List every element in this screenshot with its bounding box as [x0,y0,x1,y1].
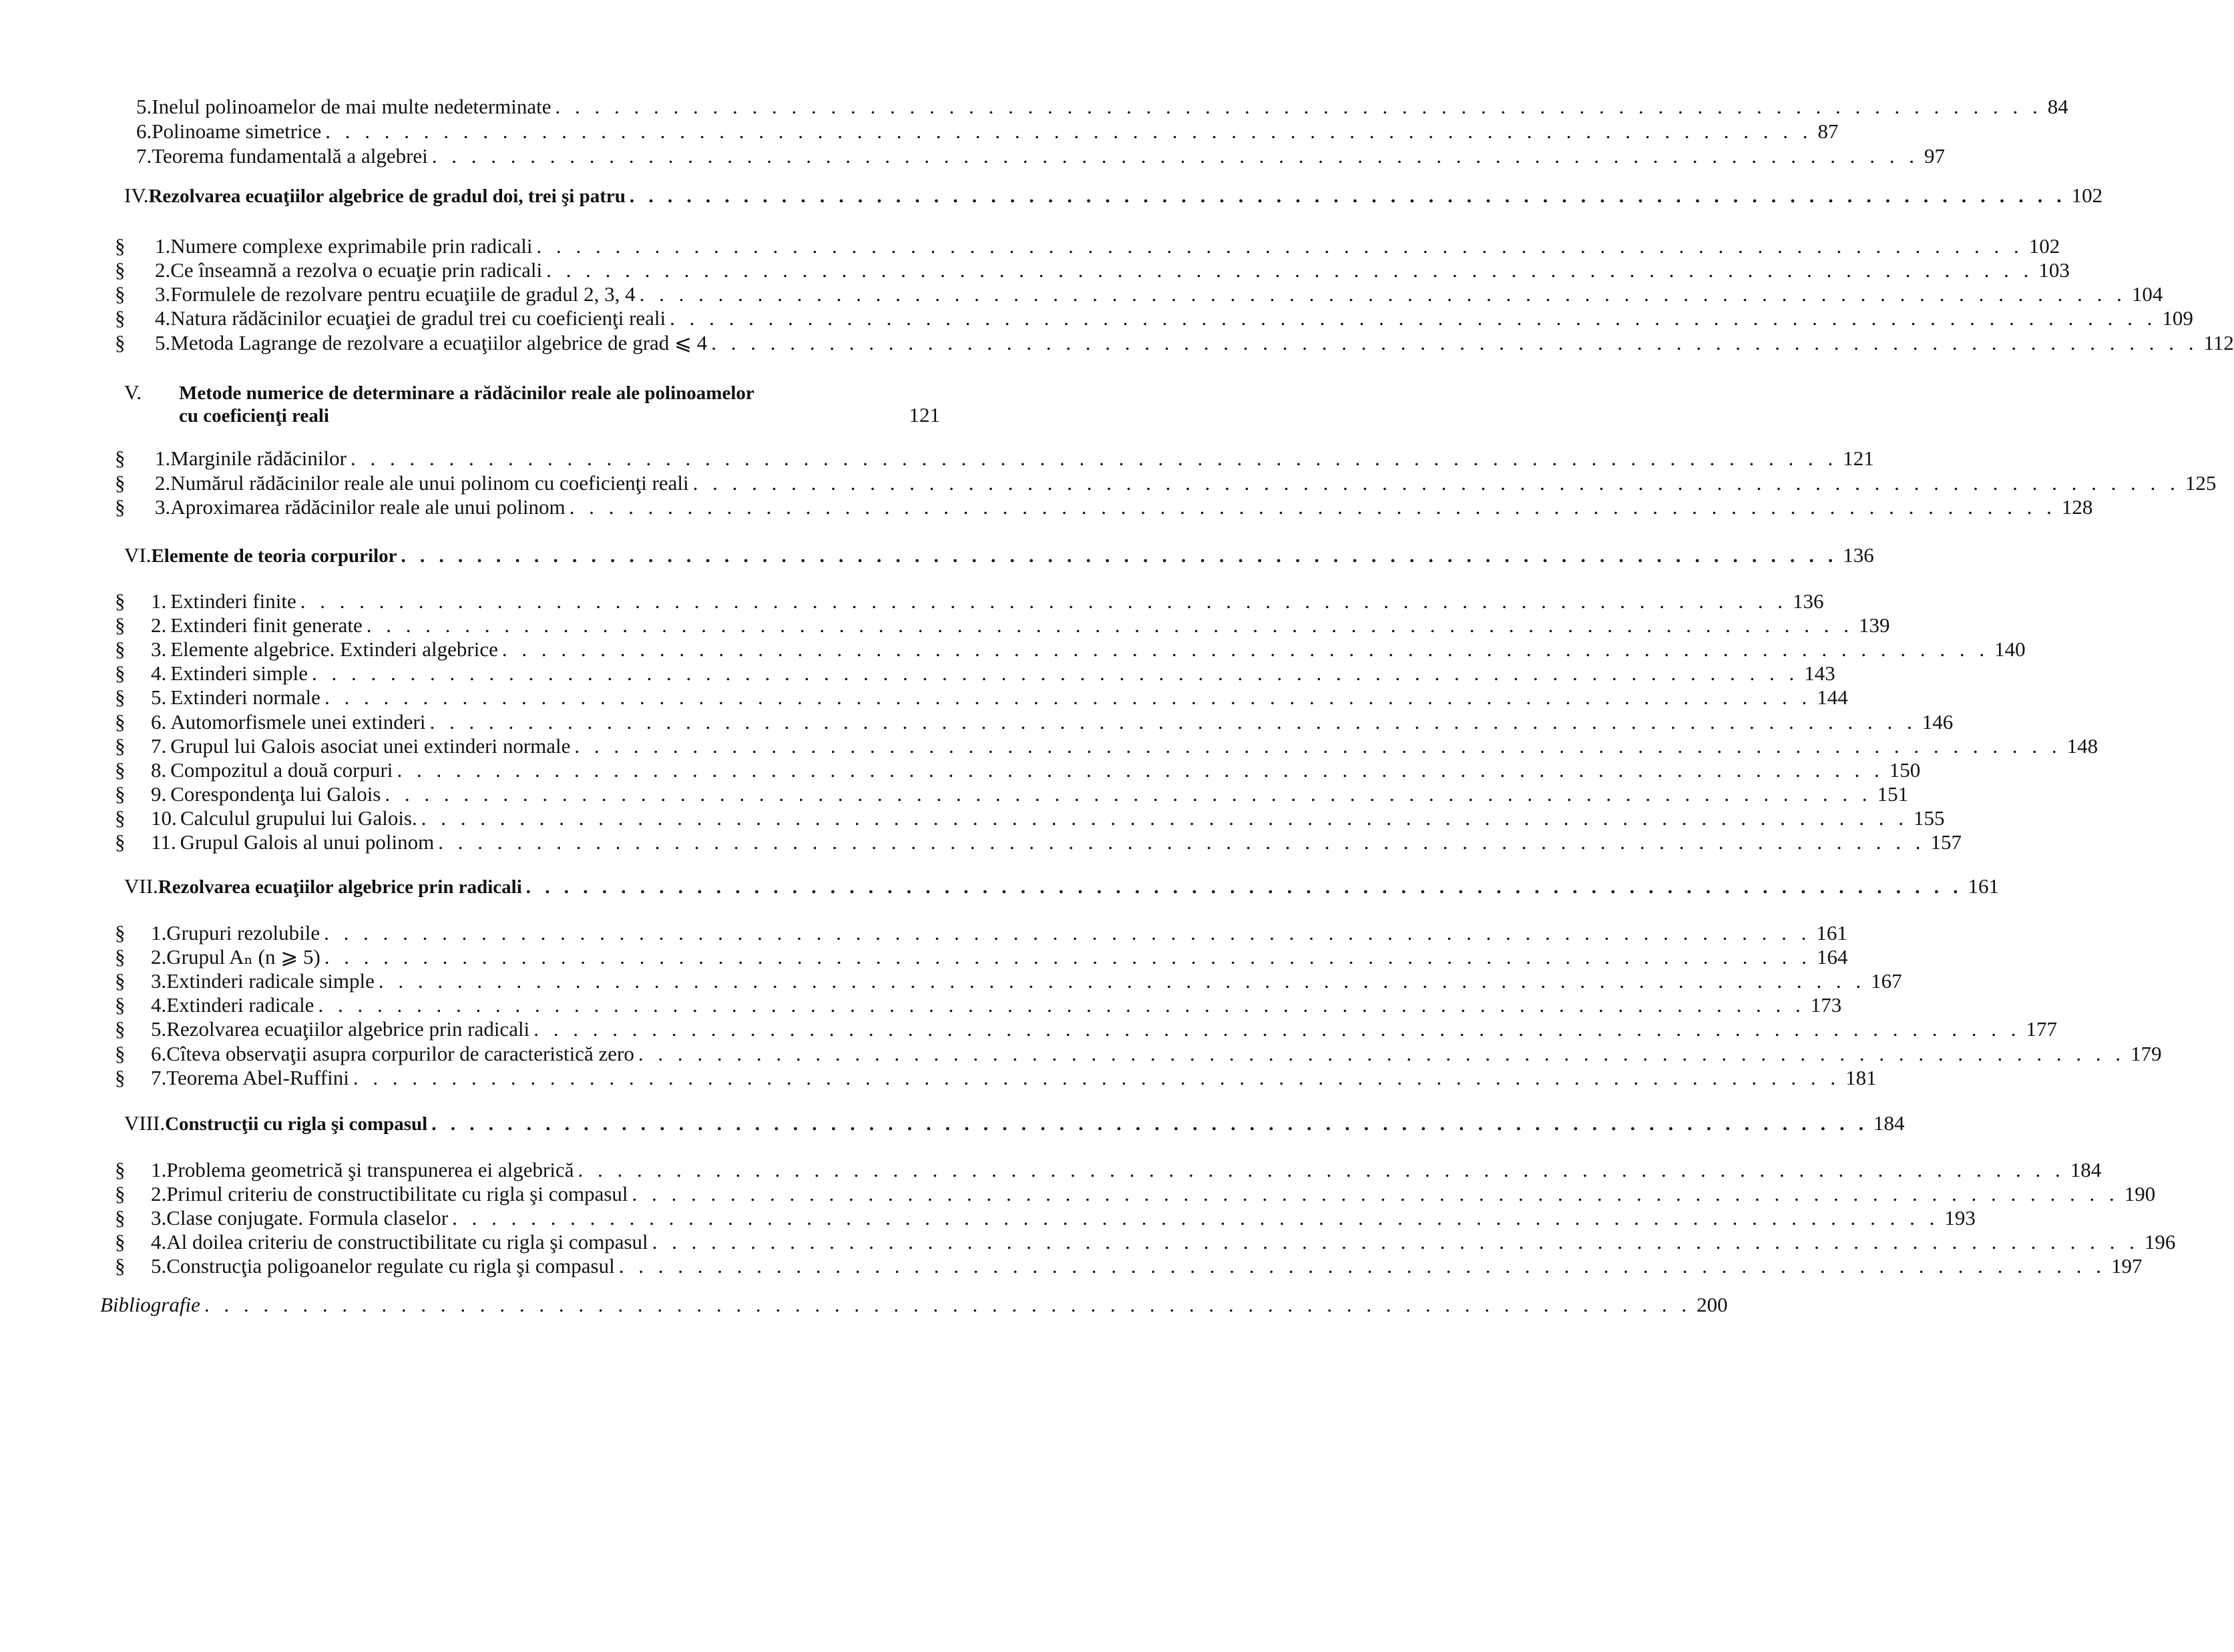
entry-number: 5. [151,685,167,709]
entry-number: 3. [151,1206,167,1229]
toc-entry [115,636,2026,663]
toc-entry [115,781,1909,808]
section-mark: § [115,710,126,734]
entry-number: 4. [151,661,167,685]
entry-number: 5. [155,331,171,354]
section-mark: § [115,1206,126,1229]
entry-title: Extinderi finite [170,589,296,613]
entry-title: Grupuri rezolubile [166,921,320,944]
leader-dots: . . . . . . . . . . . . . . . . . . . . . . . . . . . . . . . . . . . . . . . . . . . . . . . . . . . . . . . . . . . . . . . . . . . . . . . . . . . . [325,119,1813,143]
leader-dots: . . . . . . . . . . . . . . . . . . . . . . . . . . . . . . . . . . . . . . . . . . . . . . . . . . . . . . . . . . . . . . . . . . . . . . . . . . . . [536,234,2024,258]
section-mark: § [115,661,126,685]
leader-dots: . . . . . . . . . . . . . . . . . . . . . . . . . . . . . . . . . . . . . . . . . . . . . . . . . . . . . . . . . . . . . . . . . . . . . . . . . . . . [632,1182,2119,1205]
section-mark: § [115,921,126,944]
leader-dots: . . . . . . . . . . . . . . . . . . . . . . . . . . . . . . . . . . . . . . . . . . . . . . . . . . . . . . . . . . . . . . . . . . . . . . . . . . . . [421,806,1908,830]
leader-dots: . . . . . . . . . . . . . . . . . . . . . . . . . . . . . . . . . . . . . . . . . . . . . . . . . . . . . . . . . . . . . . . . . . . . . . . . . . . . [533,1017,2021,1041]
entry-title: Extinderi radicale simple [166,969,375,993]
entry-title: Extinderi normale [170,685,320,709]
leader-dots: . . . . . . . . . . . . . . . . . . . . . . . . . . . . . . . . . . . . . . . . . . . . . . . . . . . . . . . . . . . . . . . . . . . . . . . . . . . . [525,876,1963,898]
section-mark: § [115,806,126,830]
entry-title: Teorema Abel-Ruffini [166,1066,349,1089]
section-mark: § [115,613,126,637]
entry-page: 140 [1994,637,2026,661]
entry-number: 2. [151,1182,167,1205]
bibliography-entry [100,1292,1728,1318]
entry-page: 136 [1793,589,1824,613]
entry-title: Extinderi simple [170,661,308,685]
leader-dots: . . . . . . . . . . . . . . . . . . . . . . . . . . . . . . . . . . . . . . . . . . . . . . . . . . . . . . . . . . . . . . . . . . . . . . . . . . . . [350,447,1838,470]
leader-dots: . . . . . . . . . . . . . . . . . . . . . . . . . . . . . . . . . . . . . . . . . . . . . . . . . . . . . . . . . . . . . . . . . . . . . . . . . . . . [629,186,2066,207]
entry-number: 6. [136,119,152,143]
chapter-number: VII. [124,874,158,898]
toc-entry [115,305,2193,332]
chapter-title: Rezolvarea ecuaţiilor algebrice de gradul doi, trei şi patru [148,186,626,207]
entry-page: 157 [1930,830,1962,854]
entry-title: Compozitul a două corpuri [170,758,393,782]
entry-page: 104 [2131,282,2163,306]
chapter-page: 161 [1968,874,2000,898]
entry-page: 193 [1944,1206,1976,1229]
chapter-title-line1: Metode numerice de determinare a rădăcinilor reale ale polinoamelor [179,382,754,404]
entry-title: Formulele de rezolvare pentru ecuaţiile de gradul 2, 3, 4 [170,282,636,306]
entry-page: 181 [1845,1066,1877,1089]
entry-title: Automorfismele unei extinderi [170,710,426,734]
leader-dots: . . . . . . . . . . . . . . . . . . . . . . . . . . . . . . . . . . . . . . . . . . . . . . . . . . . . . . . . . . . . . . . . . . . . . . . . . . . . [353,1066,1841,1089]
entry-title: Marginile rădăcinilor [170,447,347,470]
leader-dots: . . . . . . . . . . . . . . . . . . . . . . . . . . . . . . . . . . . . . . . . . . . . . . . . . . . . . . . . . . . . . . . . . . . . . . . . . . . . [618,1254,2106,1278]
entry-page: 177 [2026,1017,2057,1041]
entry-page: 139 [1859,613,1890,637]
entry-number: 11. [151,830,176,854]
leader-dots: . . . . . . . . . . . . . . . . . . . . . . . . . . . . . . . . . . . . . . . . . . . . . . . . . . . . . . . . . . . . . . . . . . . . . . . . . . . . [378,969,1866,993]
entry-page: 146 [1922,710,1954,734]
entry-page: 143 [1804,661,1835,685]
toc-entry [115,257,2070,284]
toc-entry [115,1065,1877,1091]
entry-title: Grupul Aₙ (n ⩾ 5) [166,945,320,969]
section-mark: § [115,758,126,782]
entry-number: 10. [151,806,177,830]
entry-page: 112 [2203,331,2234,354]
toc-entry [115,805,1945,832]
entry-number: 1. [151,1158,167,1181]
entry-title: Extinderi finit generate [170,613,363,637]
section-mark: § [115,258,126,282]
leader-dots: . . . . . . . . . . . . . . . . . . . . . . . . . . . . . . . . . . . . . . . . . . . . . . . . . . . . . . . . . . . . . . . . . . . . . . . . . . . . [501,637,1990,661]
entry-page: 87 [1817,119,1839,143]
entry-title: Corespondenţa lui Galois [170,782,381,806]
entry-number: 3. [151,969,167,993]
toc-entry [136,143,1946,170]
section-mark: § [115,495,126,519]
entry-title: Construcţia poligoanelor regulate cu rigla şi compasul [166,1254,615,1278]
leader-dots: . . . . . . . . . . . . . . . . . . . . . . . . . . . . . . . . . . . . . . . . . . . . . . . . . . . . . . . . . . . . . . . . . . . . . . . . . . . . [324,685,1812,709]
entry-page: 167 [1871,969,1902,993]
section-mark: § [115,447,126,470]
section-mark: § [115,1254,126,1278]
toc-entry [115,968,1902,995]
entry-title: Problema geometrică şi transpunerea ei algebrică [166,1158,574,1181]
entry-number: 2. [155,471,171,495]
entry-number: 1. [151,921,167,944]
entry-page: 161 [1816,921,1847,944]
entry-number: 2. [151,613,167,637]
entry-number: 1. [155,234,171,258]
leader-dots: . . . . . . . . . . . . . . . . . . . . . . . . . . . . . . . . . . . . . . . . . . . . . . . . . . . . . . . . . . . . . . . . . . . . . . . . . . . . [711,331,2199,354]
leader-dots: . . . . . . . . . . . . . . . . . . . . . . . . . . . . . . . . . . . . . . . . . . . . . . . . . . . . . . . . . . . . . . . . . . . . . . . . . . . . [324,921,1811,944]
toc-entry [115,829,1962,856]
toc-entry [115,1041,2162,1067]
entry-page: 173 [1810,993,1842,1017]
toc-entry [115,445,1874,472]
toc-entry [115,612,1890,639]
chapter-title: Elemente de teoria corpurilor [151,545,397,567]
entry-page: 102 [2028,234,2060,258]
entry-page: 179 [2131,1042,2162,1065]
entry-number: 4. [151,993,167,1017]
entry-title: Cîteva observaţii asupra corpurilor de caracteristică zero [166,1042,634,1065]
leader-dots: . . . . . . . . . . . . . . . . . . . . . . . . . . . . . . . . . . . . . . . . . . . . . . . . . . . . . . . . . . . . . . . . . . . . . . . . . . . . [555,95,2042,118]
entry-page: 197 [2110,1254,2143,1278]
toc-entry [115,494,2093,521]
entry-number: 5. [151,1017,167,1041]
entry-number: 2. [155,258,171,282]
entry-page: 103 [2038,258,2070,282]
section-mark: § [115,589,126,613]
entry-number: 4. [151,1230,167,1254]
section-mark: § [115,685,126,709]
bibliography-page: 200 [1697,1293,1728,1316]
leader-dots: . . . . . . . . . . . . . . . . . . . . . . . . . . . . . . . . . . . . . . . . . . . . . . . . . . . . . . . . . . . . . . . . . . . . . . . . . . . . [366,613,1853,637]
section-mark: § [115,331,126,354]
toc-entry [115,1181,2156,1207]
entry-page: 190 [2124,1182,2156,1205]
leader-dots: . . . . . . . . . . . . . . . . . . . . . . . . . . . . . . . . . . . . . . . . . . . . . . . . . . . . . . . . . . . . . . . . . . . . . . . . . . . . [652,1230,2139,1254]
toc-entry [115,660,1835,687]
chapter-title: Rezolvarea ecuaţiilor algebrice prin radicali [158,876,522,898]
entry-title: Rezolvarea ecuaţiilor algebrice prin radicali [166,1017,530,1041]
entry-number: 1. [151,589,167,613]
leader-dots: . . . . . . . . . . . . . . . . . . . . . . . . . . . . . . . . . . . . . . . . . . . . . . . . . . . . . . . . . . . . . . . . . . . . . . . . . . . . [639,282,2127,306]
entry-title: Numărul rădăcinilor reale ale unui polinom cu coeficienţi reali [170,471,689,495]
entry-number: 9. [151,782,167,806]
chapter-number: IV. [124,184,149,207]
leader-dots: . . . . . . . . . . . . . . . . . . . . . . . . . . . . . . . . . . . . . . . . . . . . . . . . . . . . . . . . . . . . . . . . . . . . . . . . . . . . [431,1113,1868,1135]
entry-title: Clase conjugate. Formula claselor [166,1206,449,1229]
chapter-heading [124,873,2000,900]
chapter-number: VIII. [124,1111,166,1135]
chapter-number: VI. [124,543,152,567]
chapter-page: 136 [1843,543,1874,567]
entry-number: 6. [151,1042,167,1065]
chapter-heading [124,542,1874,569]
entry-title: Calculul grupului lui Galois. [180,806,417,830]
chapter-page: 184 [1873,1111,1905,1135]
toc-entry [115,1016,2057,1043]
leader-dots: . . . . . . . . . . . . . . . . . . . . . . . . . . . . . . . . . . . . . . . . . . . . . . . . . . . . . . . . . . . . . . . . . . . . . . . . . . . . [452,1206,1940,1229]
leader-dots: . . . . . . . . . . . . . . . . . . . . . . . . . . . . . . . . . . . . . . . . . . . . . . . . . . . . . . . . . . . . . . . . . . . . . . . . . . . . [578,1158,2065,1181]
leader-dots: . . . . . . . . . . . . . . . . . . . . . . . . . . . . . . . . . . . . . . . . . . . . . . . . . . . . . . . . . . . . . . . . . . . . . . . . . . . . [318,993,1805,1017]
section-mark: § [115,1066,126,1089]
leader-dots: . . . . . . . . . . . . . . . . . . . . . . . . . . . . . . . . . . . . . . . . . . . . . . . . . . . . . . . . . . . . . . . . . . . . . . . . . . . . [574,734,2062,758]
leader-dots: . . . . . . . . . . . . . . . . . . . . . . . . . . . . . . . . . . . . . . . . . . . . . . . . . . . . . . . . . . . . . . . . . . . . . . . . . . . . [204,1293,1692,1316]
entry-number: 3. [155,282,171,306]
entry-title: Metoda Lagrange de rezolvare a ecuaţiilor algebrice de grad ⩽ 4 [170,331,708,354]
toc-entry [115,920,1847,946]
leader-dots: . . . . . . . . . . . . . . . . . . . . . . . . . . . . . . . . . . . . . . . . . . . . . . . . . . . . . . . . . . . . . . . . . . . . . . . . . . . . [312,661,1799,685]
bibliography-title: Bibliografie [100,1293,200,1316]
section-mark: § [115,1042,126,1065]
leader-dots: . . . . . . . . . . . . . . . . . . . . . . . . . . . . . . . . . . . . . . . . . . . . . . . . . . . . . . . . . . . . . . . . . . . . . . . . . . . . [546,258,2034,282]
entry-number: 4. [155,306,171,330]
entry-title: Teorema fundamentală a algebrei [152,144,428,168]
chapter-heading [124,1110,1905,1137]
leader-dots: . . . . . . . . . . . . . . . . . . . . . . . . . . . . . . . . . . . . . . . . . . . . . . . . . . . . . . . . . . . . . . . . . . . . . . . . . . . . [429,710,1917,734]
toc-entry [115,1229,2176,1256]
toc-entry [115,757,1921,784]
entry-title: Aproximarea rădăcinilor reale ale unui polinom [170,495,566,519]
toc-entry [115,992,1842,1019]
entry-number: 3. [151,637,167,661]
leader-dots: . . . . . . . . . . . . . . . . . . . . . . . . . . . . . . . . . . . . . . . . . . . . . . . . . . . . . . . . . . . . . . . . . . . . . . . . . . . . [300,589,1788,613]
entry-page: 125 [2185,471,2217,495]
entry-page: 184 [2070,1158,2102,1181]
toc-entry [115,330,2234,356]
toc-entry [136,118,1839,145]
entry-title: Grupul lui Galois asociat unei extinderi normale [170,734,571,758]
entry-page: 196 [2144,1230,2176,1254]
entry-number: 6. [151,710,167,734]
leader-dots: . . . . . . . . . . . . . . . . . . . . . . . . . . . . . . . . . . . . . . . . . . . . . . . . . . . . . . . . . . . . . . . . . . . . . . . . . . . . [692,471,2180,495]
entry-page: 144 [1817,685,1848,709]
entry-title: Primul criteriu de constructibilitate cu rigla şi compasul [166,1182,628,1205]
entry-title: Extinderi radicale [166,993,314,1017]
toc-entry [115,709,1954,736]
entry-title: Polinoame simetrice [152,119,322,143]
leader-dots: . . . . . . . . . . . . . . . . . . . . . . . . . . . . . . . . . . . . . . . . . . . . . . . . . . . . . . . . . . . . . . . . . . . . . . . . . . . . [385,782,1872,806]
toc-entry [115,588,1824,615]
leader-dots: . . . . . . . . . . . . . . . . . . . . . . . . . . . . . . . . . . . . . . . . . . . . . . . . . . . . . . . . . . . . . . . . . . . . . . . . . . . . [324,945,1812,969]
entry-title: Inelul polinoamelor de mai multe nedeterminate [152,95,551,118]
entry-number: 3. [155,495,171,519]
entry-number: 2. [151,945,167,969]
chapter-heading [124,182,2103,209]
leader-dots: . . . . . . . . . . . . . . . . . . . . . . . . . . . . . . . . . . . . . . . . . . . . . . . . . . . . . . . . . . . . . . . . . . . . . . . . . . . . [397,758,1884,782]
leader-dots: . . . . . . . . . . . . . . . . . . . . . . . . . . . . . . . . . . . . . . . . . . . . . . . . . . . . . . . . . . . . . . . . . . . . . . . . . . . . [431,144,1920,168]
entry-page: 109 [2162,306,2193,330]
section-mark: § [115,993,126,1017]
entry-title: Numere complexe exprimabile prin radicali [170,234,533,258]
chapter-title-line2: cu coeficienţi reali [179,405,329,427]
entry-title: Al doilea criteriu de constructibilitate cu rigla şi compasul [166,1230,648,1254]
chapter-page: 102 [2071,184,2103,207]
entry-number: 7. [136,144,152,168]
entry-title: Elemente algebrice. Extinderi algebrice [170,637,498,661]
entry-title: Ce înseamnă a rezolva o ecuaţie prin radicali [170,258,543,282]
entry-page: 150 [1889,758,1921,782]
section-mark: § [115,1017,126,1041]
section-mark: § [115,945,126,969]
chapter-title: Construcţii cu rigla şi compasul [165,1113,428,1135]
toc-entry [115,281,2163,308]
section-mark: § [115,306,126,330]
toc-entry [115,470,2217,497]
section-mark: § [115,1230,126,1254]
entry-page: 155 [1914,806,1945,830]
leader-dots: . . . . . . . . . . . . . . . . . . . . . . . . . . . . . . . . . . . . . . . . . . . . . . . . . . . . . . . . . . . . . . . . . . . . . . . . . . . . [438,830,1926,854]
entry-number: 5. [151,1254,167,1278]
leader-dots: . . . . . . . . . . . . . . . . . . . . . . . . . . . . . . . . . . . . . . . . . . . . . . . . . . . . . . . . . . . . . . . . . . . . . . . . . . . . [569,495,2056,519]
section-mark: § [115,637,126,661]
toc-entry [136,93,2068,120]
entry-page: 84 [2047,95,2068,118]
section-mark: § [115,782,126,806]
chapter-heading-cont [179,402,940,429]
leader-dots: . . . . . . . . . . . . . . . . . . . . . . . . . . . . . . . . . . . . . . . . . . . . . . . . . . . . . . . . . . . . . . . . . . . . . . . . . . . . [670,306,2157,330]
toc-entry [115,1157,2102,1183]
entry-page: 148 [2066,734,2098,758]
toc-entry [115,233,2060,260]
section-mark: § [115,471,126,495]
entry-number: 5. [136,95,152,118]
entry-number: 7. [151,734,167,758]
section-mark: § [115,1158,126,1181]
entry-number: 1. [155,447,171,470]
toc-entry [115,1205,1976,1231]
chapter-page: 121 [909,403,940,427]
toc-entry [115,944,1848,971]
entry-title: Natura rădăcinilor ecuaţiei de gradul trei cu coeficienţi reali [170,306,666,330]
entry-page: 164 [1817,945,1848,969]
section-mark: § [115,734,126,758]
section-mark: § [115,830,126,854]
entry-page: 97 [1924,144,1946,168]
toc-entry [115,1253,2143,1280]
entry-number: 8. [151,758,167,782]
entry-page: 151 [1877,782,1909,806]
chapter-number: V. [124,380,142,404]
section-mark: § [115,282,126,306]
toc-entry [115,684,1848,711]
section-mark: § [115,234,126,258]
leader-dots: . . . . . . . . . . . . . . . . . . . . . . . . . . . . . . . . . . . . . . . . . . . . . . . . . . . . . . . . . . . . . . . . . . . . . . . . . . . . [638,1042,2126,1065]
section-mark: § [115,1182,126,1205]
entry-number: 7. [151,1066,167,1089]
toc-entry [115,733,2098,760]
entry-title: Grupul Galois al unui polinom [180,830,435,854]
entry-page: 121 [1843,447,1874,470]
section-mark: § [115,969,126,993]
leader-dots: . . . . . . . . . . . . . . . . . . . . . . . . . . . . . . . . . . . . . . . . . . . . . . . . . . . . . . . . . . . . . . . . . . . . . . . . . . . . [401,545,1838,567]
entry-page: 128 [2061,495,2093,519]
